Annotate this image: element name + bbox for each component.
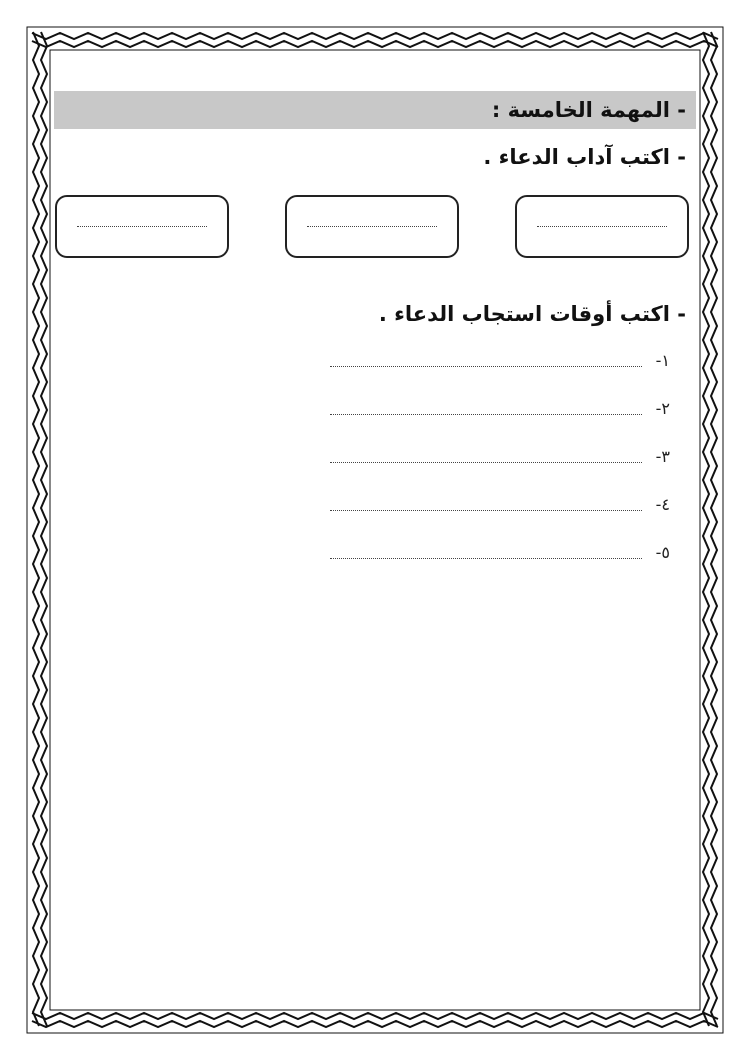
- zigzag-page-border: [26, 26, 724, 1034]
- zigzag-stroke: [32, 33, 718, 39]
- frame-rule: [27, 27, 723, 1033]
- answer-box-1[interactable]: [515, 195, 689, 258]
- zigzag-stroke: [711, 32, 717, 1026]
- answer-line: [330, 558, 642, 559]
- list-item[interactable]: [330, 448, 670, 472]
- zigzag-stroke: [32, 41, 718, 47]
- zigzag-stroke: [32, 1021, 718, 1027]
- zigzag-stroke: [32, 1013, 718, 1019]
- answer-line: [307, 226, 437, 227]
- zigzag-stroke: [33, 32, 39, 1026]
- zigzag-stroke: [703, 32, 709, 1026]
- instruction-times: - اكتب أوقات استجاب الدعاء .: [378, 302, 686, 326]
- instruction-etiquette: - اكتب آداب الدعاء .: [483, 145, 686, 169]
- answer-line: [330, 462, 642, 463]
- zigzag-stroke: [41, 32, 47, 1026]
- answer-line: [330, 510, 642, 511]
- list-number: ٥-: [655, 543, 670, 562]
- answer-box-2[interactable]: [285, 195, 459, 258]
- frame-rule: [50, 50, 700, 1010]
- answer-line: [537, 226, 667, 227]
- list-number: ١-: [655, 351, 670, 370]
- list-number: ٢-: [655, 399, 670, 418]
- answer-line: [77, 226, 207, 227]
- list-number: ٤-: [655, 495, 670, 514]
- answer-line: [330, 414, 642, 415]
- answer-box-3[interactable]: [55, 195, 229, 258]
- list-item[interactable]: [330, 544, 670, 568]
- answer-line: [330, 366, 642, 367]
- list-item[interactable]: [330, 352, 670, 376]
- zigzag-frame-icon: [26, 26, 724, 1034]
- list-item[interactable]: [330, 496, 670, 520]
- task-title: - المهمة الخامسة :: [491, 98, 686, 122]
- list-item[interactable]: [330, 400, 670, 424]
- list-number: ٣-: [655, 447, 670, 466]
